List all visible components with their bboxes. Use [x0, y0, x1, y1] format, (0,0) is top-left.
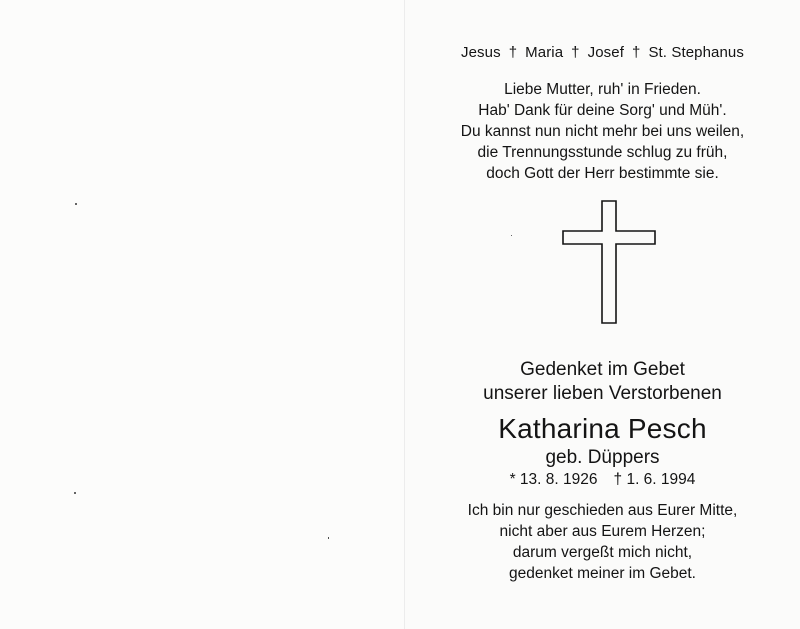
deceased-name: Katharina Pesch — [498, 413, 707, 444]
intro-line: unserer lieben Verstorbenen — [483, 383, 722, 404]
saints-line — [405, 44, 800, 61]
maiden-name: geb. Düppers — [545, 447, 660, 468]
poem-line: Hab' Dank für deine Sorg' und Müh'. — [478, 102, 727, 119]
paper-speck — [74, 492, 76, 494]
paper-speck — [328, 537, 329, 539]
intro-line: Gedenket im Gebet — [520, 359, 685, 380]
death-date: † 1. 6. 1994 — [613, 471, 696, 488]
card-front-panel — [405, 0, 800, 629]
paper-speck — [511, 235, 512, 236]
saint-name: St. Stephanus — [648, 44, 744, 61]
poem-line: doch Gott der Herr bestimmte sie. — [486, 165, 719, 182]
cross-separator: † — [508, 44, 518, 61]
poem-line: Du kannst nun nicht mehr bei uns weilen, — [460, 123, 745, 140]
paper-speck — [75, 203, 77, 205]
birth-date: * 13. 8. 1926 — [509, 471, 598, 488]
closing-line: Ich bin nur geschieden aus Eurer Mitte, — [467, 502, 738, 519]
saint-name: Maria — [525, 44, 564, 61]
closing-line: darum vergeßt mich nicht, — [512, 544, 693, 561]
closing-line: nicht aber aus Eurem Herzen; — [499, 523, 706, 540]
closing-line: gedenket meiner im Gebet. — [509, 565, 696, 582]
prayer-intro — [405, 358, 800, 406]
poem — [405, 79, 800, 184]
closing-verse — [405, 500, 800, 584]
cross-separator: † — [571, 44, 580, 61]
poem-line: die Trennungsstunde schlug zu früh, — [477, 144, 728, 161]
saint-name: Josef — [587, 44, 624, 61]
saint-name: Jesus — [461, 44, 501, 61]
latin-cross-icon — [562, 200, 656, 324]
poem-line: Liebe Mutter, ruh' in Frieden. — [504, 81, 701, 98]
cross-separator: † — [631, 44, 641, 61]
life-dates — [405, 470, 800, 490]
